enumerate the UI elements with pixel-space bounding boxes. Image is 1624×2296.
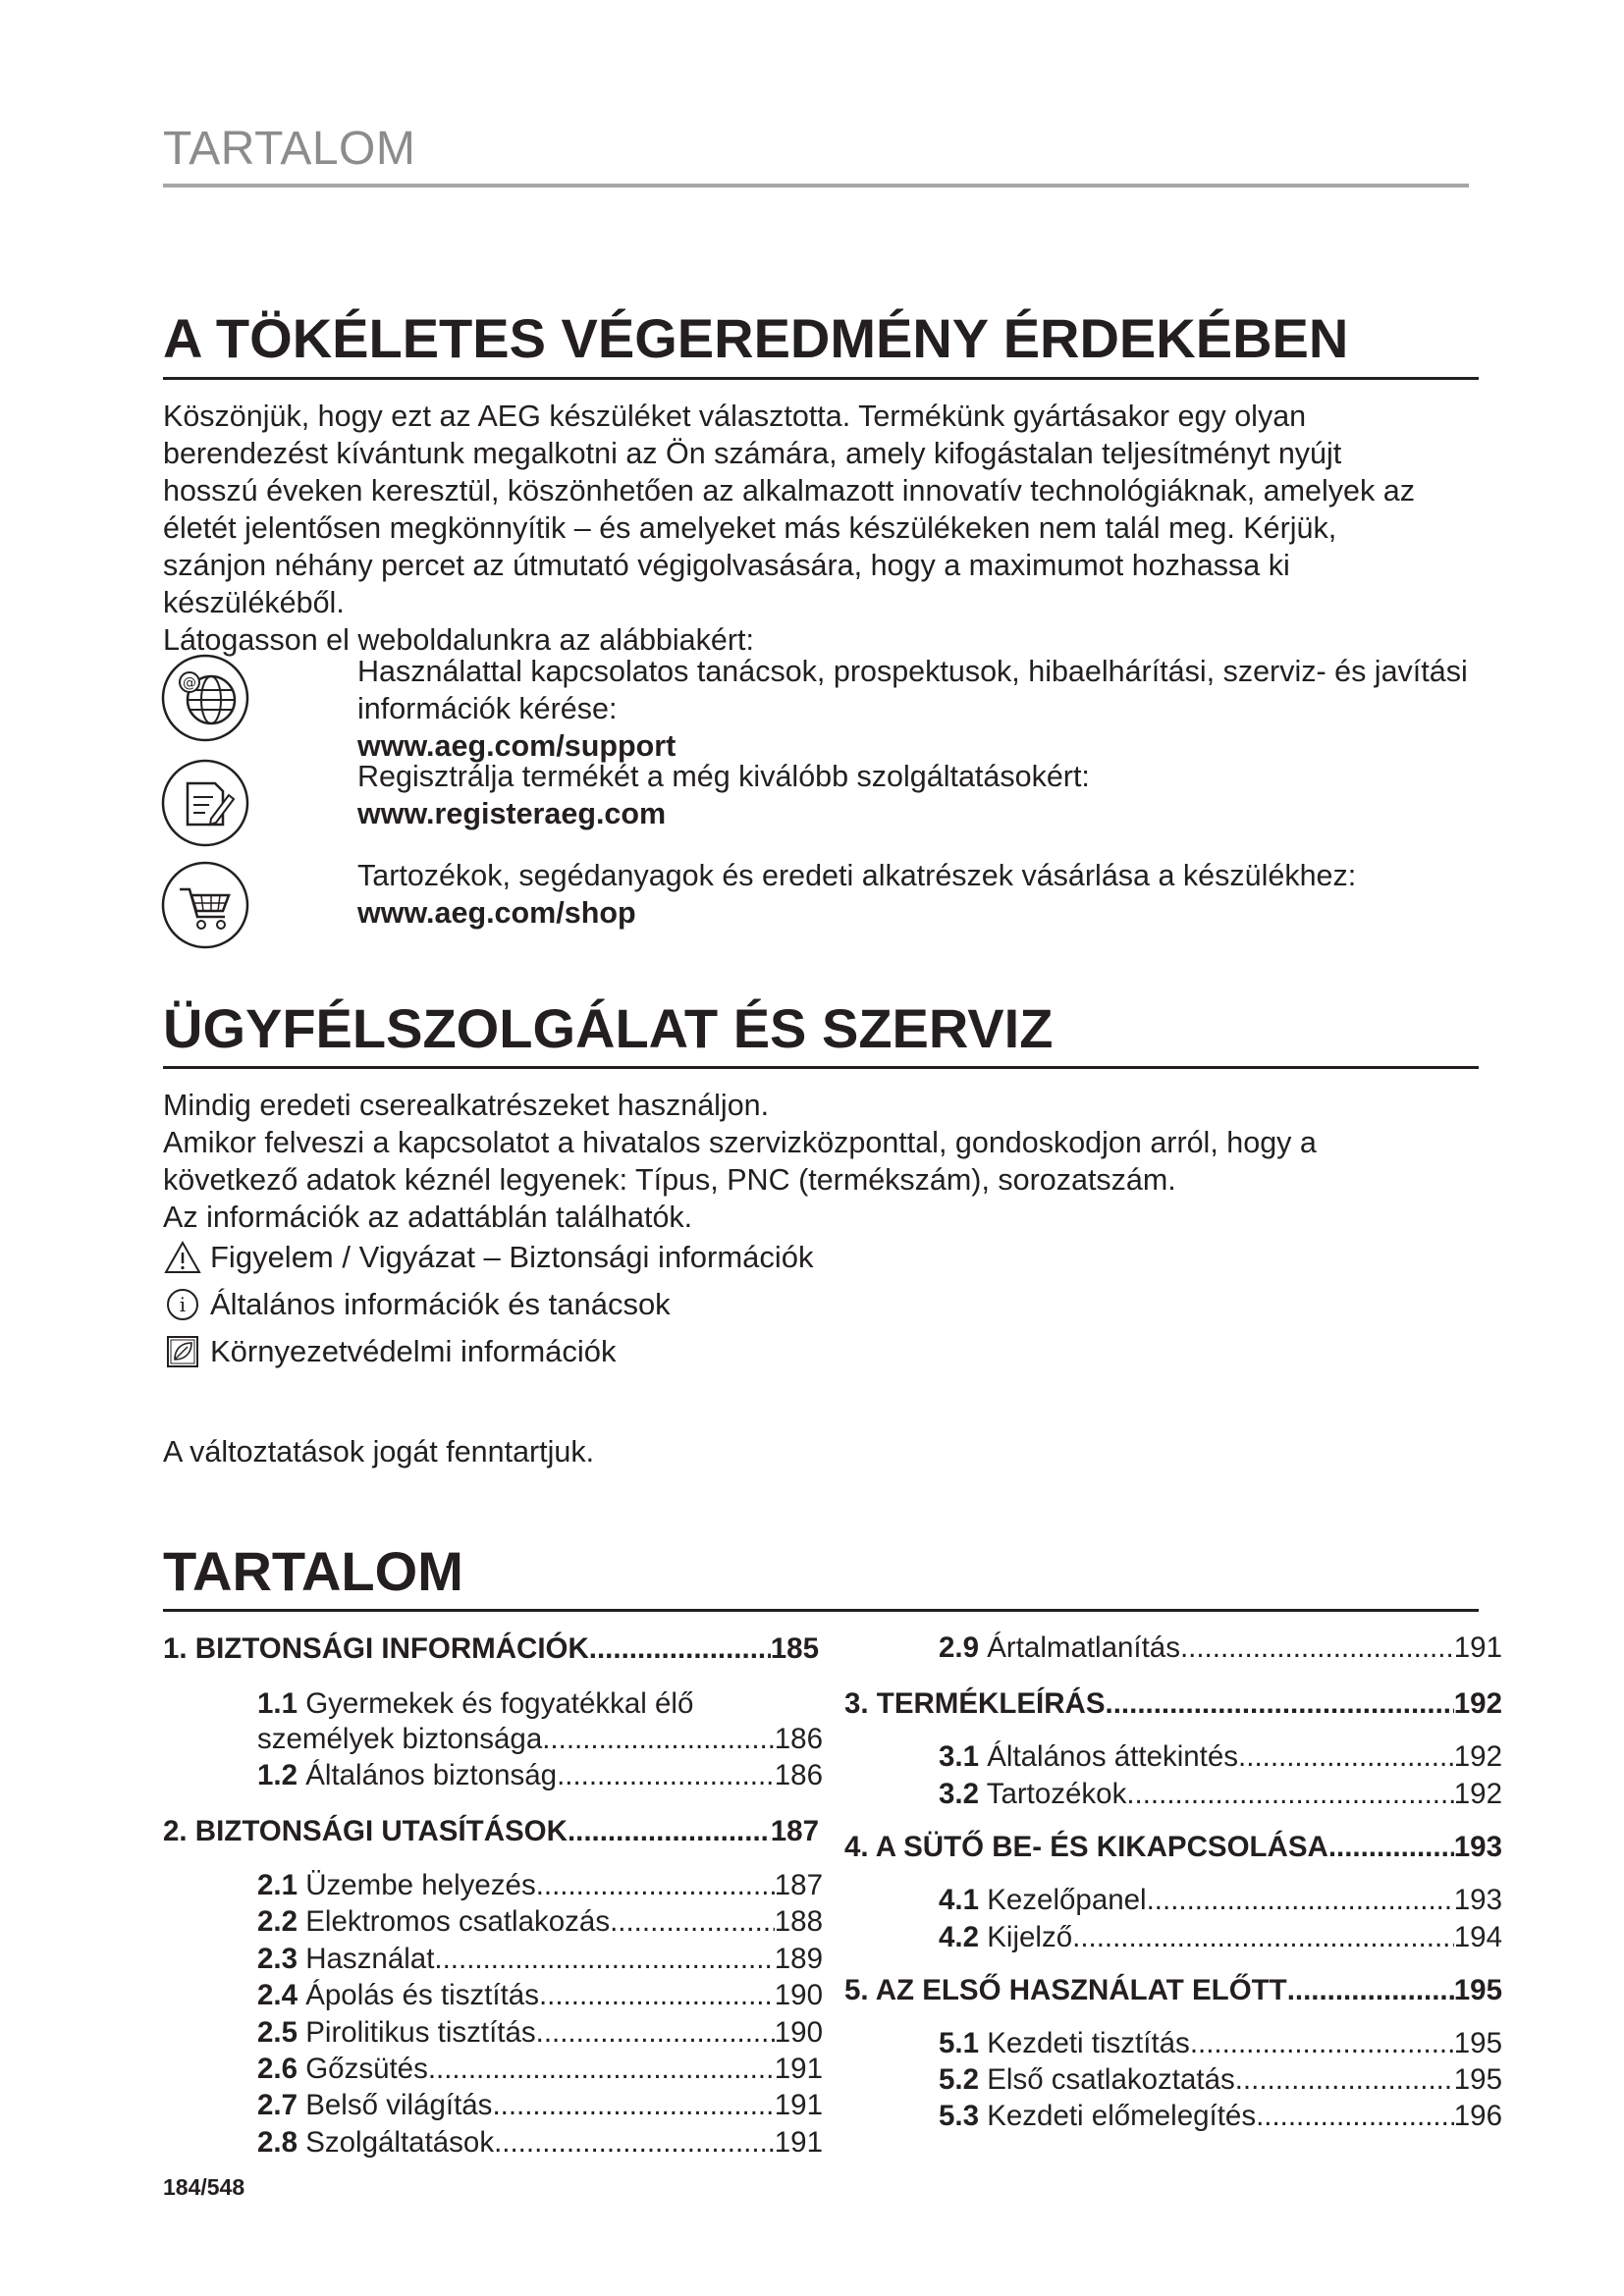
register-link-url[interactable]: www.registeraeg.com <box>357 797 667 830</box>
service-paragraph <box>163 1087 1479 1236</box>
toc-entry-5-3[interactable]: 5.3 Kezdeti előmelegítés ..... 196 <box>939 2099 1502 2134</box>
info-icon <box>163 1286 202 1323</box>
toc-entry-1-1[interactable]: személyek biztonsága ..... 186 <box>257 1722 823 1757</box>
toc-entry-5-1[interactable]: 5.1 Kezdeti tisztítás ..... 195 <box>939 2026 1502 2061</box>
page-number: 184/548 <box>163 2174 245 2200</box>
support-link-block <box>357 653 1477 765</box>
intro-line: életét jelentősen megkönnyítik – és amelyeket más készülékeken nem talál meg. Kérjük, <box>163 511 1337 545</box>
header-title: TARTALOM <box>163 123 416 175</box>
toc-entry-5[interactable]: 5. AZ ELSŐ HASZNÁLAT ELŐTT ..... 195 <box>844 1973 1502 2008</box>
globe-icon <box>160 653 250 743</box>
notice-warning-text: Figyelem / Vigyázat – Biztonsági információk <box>210 1240 814 1274</box>
intro-line: készülékéből. <box>163 586 345 619</box>
toc-entry-2-5[interactable]: 2.5 Pirolitikus tisztítás ..... 190 <box>257 2015 823 2051</box>
toc-entry-2-4[interactable]: 2.4 Ápolás és tisztítás ..... 190 <box>257 1978 823 2013</box>
svg-text:@: @ <box>183 675 196 691</box>
register-link-block <box>357 758 1477 832</box>
toc-entry-2-3[interactable]: 2.3 Használat ..... 189 <box>257 1942 823 1977</box>
section-rule <box>163 1066 1479 1069</box>
shop-link-text: Tartozékok, segédanyagok és eredeti alkatrészek vásárlása a készülékhez: <box>357 859 1357 892</box>
intro-line: berendezést kívántunk megalkotni az Ön számára, amely kifogástalan teljesítményt nyújt <box>163 437 1342 470</box>
toc-entry-1[interactable]: 1. BIZTONSÁGI INFORMÁCIÓK ..... 185 <box>163 1631 819 1667</box>
leaf-icon <box>163 1333 202 1370</box>
cart-icon <box>160 860 250 950</box>
service-line: Amikor felveszi a kapcsolatot a hivatalos szervizközponttal, gondoskodjon arról, hogy a <box>163 1126 1317 1159</box>
svg-text:i: i <box>179 1293 187 1316</box>
toc-entry-1-1-line1[interactable]: 1.1 Gyermekek és fogyatékkal élő <box>257 1687 694 1720</box>
toc-title: TARTALOM <box>163 1540 463 1602</box>
service-line: következő adatok kéznél legyenek: Típus, PNC (termékszám), sorozatszám. <box>163 1163 1176 1197</box>
toc-entry-4-2[interactable]: 4.2 Kijelző ..... 194 <box>939 1920 1502 1955</box>
toc-entry-2-2[interactable]: 2.2 Elektromos csatlakozás ..... 188 <box>257 1904 823 1940</box>
header-rule <box>163 184 1469 187</box>
intro-line: Látogasson el weboldalunkra az alábbiakért: <box>163 623 754 657</box>
register-icon <box>160 758 250 848</box>
notice-info <box>163 1286 671 1323</box>
toc-entry-3-1[interactable]: 3.1 Általános áttekintés ..... 192 <box>939 1739 1502 1775</box>
toc-entry-2-7[interactable]: 2.7 Belső világítás ..... 191 <box>257 2088 823 2123</box>
support-link-url[interactable]: www.aeg.com/support <box>357 729 677 763</box>
section-title-perfect-result: A TÖKÉLETES VÉGEREDMÉNY ÉRDEKÉBEN <box>163 307 1349 369</box>
intro-paragraph <box>163 398 1479 659</box>
toc-entry-2[interactable]: 2. BIZTONSÁGI UTASÍTÁSOK ..... 187 <box>163 1814 819 1849</box>
section-title-customer-service: ÜGYFÉLSZOLGÁLAT ÉS SZERVIZ <box>163 997 1054 1059</box>
register-link-text: Regisztrálja termékét a még kiválóbb szolgáltatásokért: <box>357 760 1090 793</box>
toc-entry-1-2[interactable]: 1.2 Általános biztonság ..... 186 <box>257 1758 823 1793</box>
rights-reserved: A változtatások jogát fenntartjuk. <box>163 1435 595 1468</box>
toc-rule <box>163 1609 1479 1612</box>
service-line: Mindig eredeti cserealkatrészeket használjon. <box>163 1089 770 1122</box>
toc-entry-2-8[interactable]: 2.8 Szolgáltatások ..... 191 <box>257 2125 823 2161</box>
shop-link-block <box>357 857 1477 932</box>
toc-entry-4[interactable]: 4. A SÜTŐ BE- ÉS KIKAPCSOLÁSA ..... 193 <box>844 1830 1502 1865</box>
intro-line: szánjon néhány percet az útmutató végigolvasására, hogy a maximumot hozhassa ki <box>163 549 1290 582</box>
notice-environment <box>163 1333 617 1370</box>
warning-icon <box>163 1239 202 1276</box>
notice-warning <box>163 1239 814 1276</box>
notice-info-text: Általános információk és tanácsok <box>210 1287 671 1321</box>
intro-line: hosszú éveken keresztül, köszönhetően az alkalmazott innovatív technológiáknak, amelyek az <box>163 474 1415 507</box>
toc-entry-2-9[interactable]: 2.9 Ártalmatlanítás ..... 191 <box>939 1630 1502 1666</box>
support-link-text: Használattal kapcsolatos tanácsok, prospektusok, hibaelhárítási, szerviz- és javítási <box>357 655 1468 688</box>
section-rule <box>163 377 1479 380</box>
support-link-text-2: információk kérése: <box>357 692 618 725</box>
intro-line: Köszönjük, hogy ezt az AEG készüléket választotta. Termékünk gyártásakor egy olyan <box>163 400 1307 433</box>
toc-entry-3-2[interactable]: 3.2 Tartozékok ..... 192 <box>939 1777 1502 1812</box>
toc-entry-2-6[interactable]: 2.6 Gőzsütés ..... 191 <box>257 2052 823 2087</box>
toc-entry-3[interactable]: 3. TERMÉKLEÍRÁS ..... 192 <box>844 1686 1502 1722</box>
toc-entry-2-1[interactable]: 2.1 Üzembe helyezés ..... 187 <box>257 1868 823 1903</box>
toc-entry-5-2[interactable]: 5.2 Első csatlakoztatás ..... 195 <box>939 2062 1502 2098</box>
toc-entry-4-1[interactable]: 4.1 Kezelőpanel ..... 193 <box>939 1883 1502 1918</box>
notice-environment-text: Környezetvédelmi információk <box>210 1334 617 1368</box>
service-line: Az információk az adattáblán találhatók. <box>163 1201 693 1234</box>
shop-link-url[interactable]: www.aeg.com/shop <box>357 896 636 930</box>
